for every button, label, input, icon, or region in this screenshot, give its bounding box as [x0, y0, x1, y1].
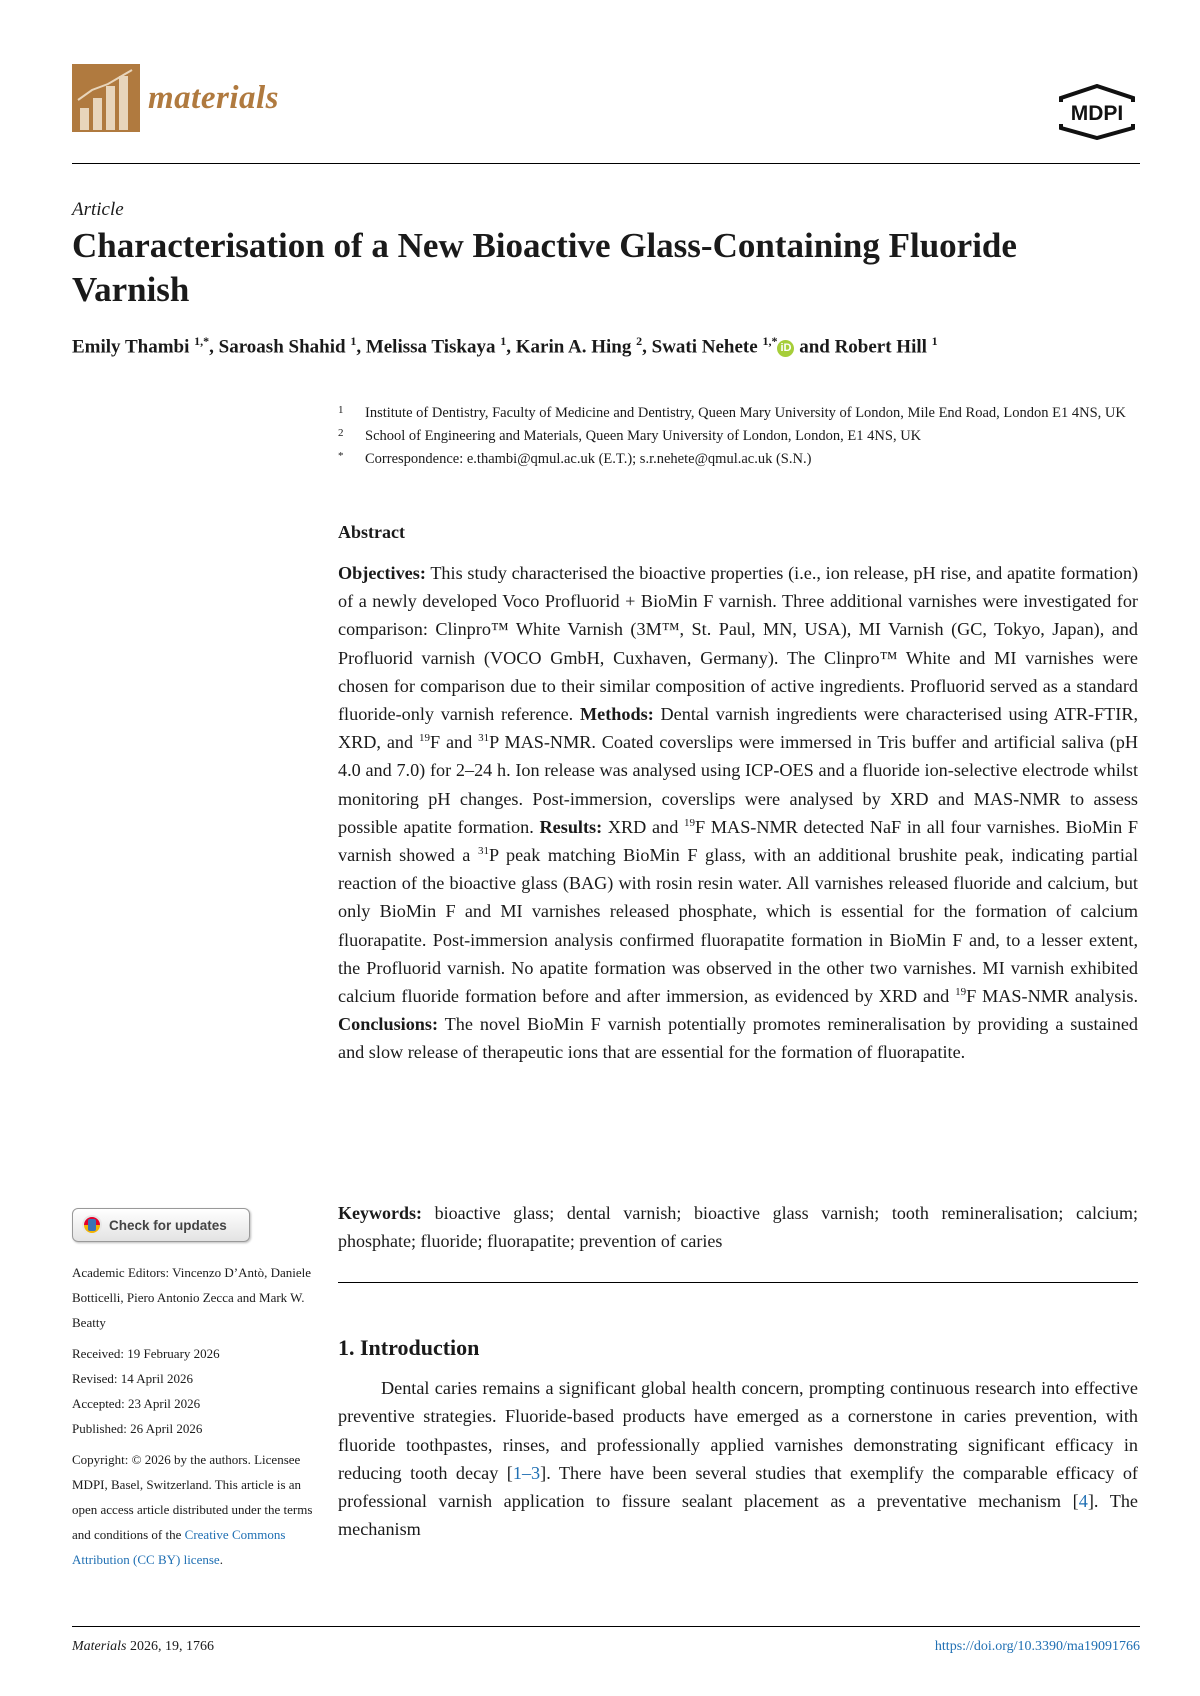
intro-text-part: ]. There have been several studies that exemplify the comparable efficacy of professional varnish application to fissure sealant placement as a preventative mechanism [: [338, 1462, 1138, 1512]
reference-link[interactable]: 1–3: [512, 1462, 541, 1483]
author-separator: ,: [356, 336, 366, 358]
methods-text: F and: [429, 732, 473, 753]
affiliation-item: [338, 403, 1138, 423]
results-label: Results:: [539, 816, 603, 837]
objectives-label: Objectives:: [338, 563, 426, 583]
footer-journal-name: Materials: [72, 1639, 127, 1654]
affiliation-item: [338, 449, 1138, 469]
author-name: Karin A. Hing: [515, 336, 632, 358]
conclusions-label: Conclusions:: [338, 1014, 439, 1035]
publisher-name: MDPI: [1070, 102, 1124, 125]
intro-text-part: Dental caries remains a significant global health concern, prompting continuous research into effective preventive strategies. Fluoride-based products have emerged as a cornerstone in caries prevention, with fluoride toothpastes, rinses, and professionally applied varnishes demonstrating significant efficacy in reducing tooth decay [: [338, 1378, 1138, 1483]
superscript: 31: [477, 844, 489, 857]
author-affiliation-mark: 1,*: [194, 334, 210, 348]
superscript: 19: [684, 816, 696, 829]
section-heading-introduction: 1. Introduction: [338, 1335, 480, 1360]
methods-text: P MAS-NMR. Coated coverslips were immersed in Tris buffer and artificial saliva (pH 4.0 and 7.0) for 2–24 h. Ion release was analysed using ICP-OES and a fluoride ion-selective electrode whilst monitoring pH changes. Post-immersion, coverslips were analysed by XRD and MAS-NMR to assess possible apatite formation.: [338, 732, 1139, 837]
footer-citation: [72, 1639, 214, 1655]
author-separator: ,: [209, 336, 219, 358]
author-name: Swati Nehete: [651, 336, 758, 358]
author-affiliation-mark: 2: [636, 334, 643, 348]
license-link[interactable]: Creative Commons Attribution (CC BY) license: [72, 1527, 286, 1567]
author-separator: ,: [642, 336, 652, 358]
author-separator: ,: [506, 336, 516, 358]
author-list: [72, 334, 1142, 358]
superscript: 19: [955, 985, 967, 998]
superscript: 31: [478, 732, 490, 745]
author-affiliation-mark: 1: [931, 334, 938, 348]
abstract-heading: Abstract: [338, 522, 405, 542]
copyright-text: Copyright: © 2026 by the authors. Licensee MDPI, Basel, Switzerland. This article is an open access article distributed under the terms and conditions of the: [72, 1452, 313, 1542]
author-name: Emily Thambi: [72, 336, 190, 358]
introduction-text: [338, 1374, 1138, 1544]
affiliations: [338, 403, 1138, 472]
keywords-text: bioactive glass; dental varnish; bioactive glass varnish; tooth remineralisation; calcium; phosphate; fluoride; fluorapatite; prevention of caries: [338, 1203, 1138, 1251]
published-date: Published: 26 April 2026: [72, 1421, 203, 1436]
affiliation-text: Institute of Dentistry, Faculty of Medicine and Dentistry, Queen Mary University of London, Mile End Road, London E1 4NS, UK: [365, 405, 1126, 421]
footer-citation-numbers: 2026, 19, 1766: [129, 1639, 214, 1654]
accepted-date: Accepted: 23 April 2026: [72, 1396, 201, 1411]
reference-link[interactable]: 4: [1078, 1491, 1088, 1512]
page-title: Characterisation of a New Bioactive Glass-Containing Fluoride Varnish: [72, 226, 1017, 309]
doi-link[interactable]: https://doi.org/10.3390/ma19091766: [934, 1639, 1140, 1654]
author-affiliation-mark: 1: [500, 334, 507, 348]
author-affiliation-mark: 1: [350, 334, 357, 348]
check-updates-icon: [81, 1214, 103, 1236]
superscript: 19: [418, 732, 430, 745]
keywords-label: Keywords:: [338, 1203, 422, 1223]
methods-label: Methods:: [580, 704, 654, 725]
keywords: [338, 1199, 1138, 1255]
sidebar-info: [72, 1260, 322, 1572]
author-affiliation-mark: 1,*: [762, 334, 778, 348]
results-text: P peak matching BioMin F glass, with an additional brushite peak, indicating partial reaction of the bioactive glass (BAG) with rosin resin water. All varnishes released fluoride and calcium, but only BioMin F and MI varnishes released phosphate, which is essential for the formation of calcium fluorapatite. Post-immersion analysis confirmed fluorapatite formation in BioMin F and, to a lesser extent, the Profluorid varnish. No apatite formation was observed in the other two varnishes. MI varnish exhibited calcium fluoride formation before and after immersion, as evidenced by XRD and: [338, 845, 1138, 1007]
received-date: Received: 19 February 2026: [72, 1346, 220, 1361]
results-text: F MAS-NMR detected NaF in all four varnishes. BioMin F varnish showed a: [338, 816, 1139, 866]
abstract-body: [338, 559, 1138, 1067]
affiliation-text: School of Engineering and Materials, Queen Mary University of London, London, E1 4NS, UK: [365, 428, 922, 444]
academic-editors: Academic Editors: Vincenzo D’Antò, Daniele Botticelli, Piero Antonio Zecca and Mark W. Beatty: [72, 1265, 312, 1330]
keywords-divider: [338, 1282, 1138, 1283]
copyright-end: .: [219, 1552, 223, 1567]
author-name: Saroash Shahid: [218, 336, 346, 358]
results-text: XRD and: [607, 816, 679, 837]
journal-name: materials: [148, 80, 280, 116]
copyright-notice: [72, 1447, 322, 1572]
affiliation-mark: 1: [338, 404, 344, 416]
methods-text: Dental varnish ingredients were characterised using ATR-FTIR, XRD, and: [338, 704, 1139, 753]
affiliation-mark: *: [338, 450, 344, 462]
conclusions-text: The novel BioMin F varnish potentially promotes remineralisation by providing a sustained and slow release of therapeutic ions that are essential for the formation of fluorapatite.: [338, 1014, 1138, 1063]
results-text: F MAS-NMR analysis.: [966, 986, 1139, 1007]
check-for-updates-button[interactable]: [72, 1208, 250, 1242]
author-name: and Robert Hill: [799, 336, 927, 358]
affiliation-text: Correspondence: e.thambi@qmul.ac.uk (E.T.); s.r.nehete@qmul.ac.uk (S.N.): [365, 451, 812, 467]
objectives-text: This study characterised the bioactive properties (i.e., ion release, pH rise, and apatite formation) of a newly developed Voco Profluorid + BioMin F varnish. Three additional varnishes were investigated for comparison: Clinpro™ White Varnish (3M™, St. Paul, MN, USA), MI Varnish (GC, Tokyo, Japan), and Profluorid varnish (VOCO GmbH, Cuxhaven, Germany). The Clinpro™ White and MI varnishes were chosen for comparison due to their similar composition of active ingredients. Profluorid served as a standard fluoride-only varnish reference.: [338, 563, 1139, 725]
intro-text-part: ]. The mechanism: [338, 1491, 1138, 1540]
header-divider: [72, 163, 1140, 164]
article-dates: [72, 1341, 322, 1441]
affiliation-mark: 2: [338, 427, 344, 439]
revised-date: Revised: 14 April 2026: [72, 1371, 193, 1386]
orcid-icon[interactable]: iD: [777, 340, 794, 357]
check-updates-label: Check for updates: [109, 1217, 227, 1233]
mdpi-logo-icon: [1055, 84, 1139, 140]
author-name: Melissa Tiskaya: [365, 336, 496, 358]
article-type: Article: [72, 199, 124, 220]
footer-divider: [72, 1626, 1140, 1627]
affiliation-item: [338, 426, 1138, 446]
